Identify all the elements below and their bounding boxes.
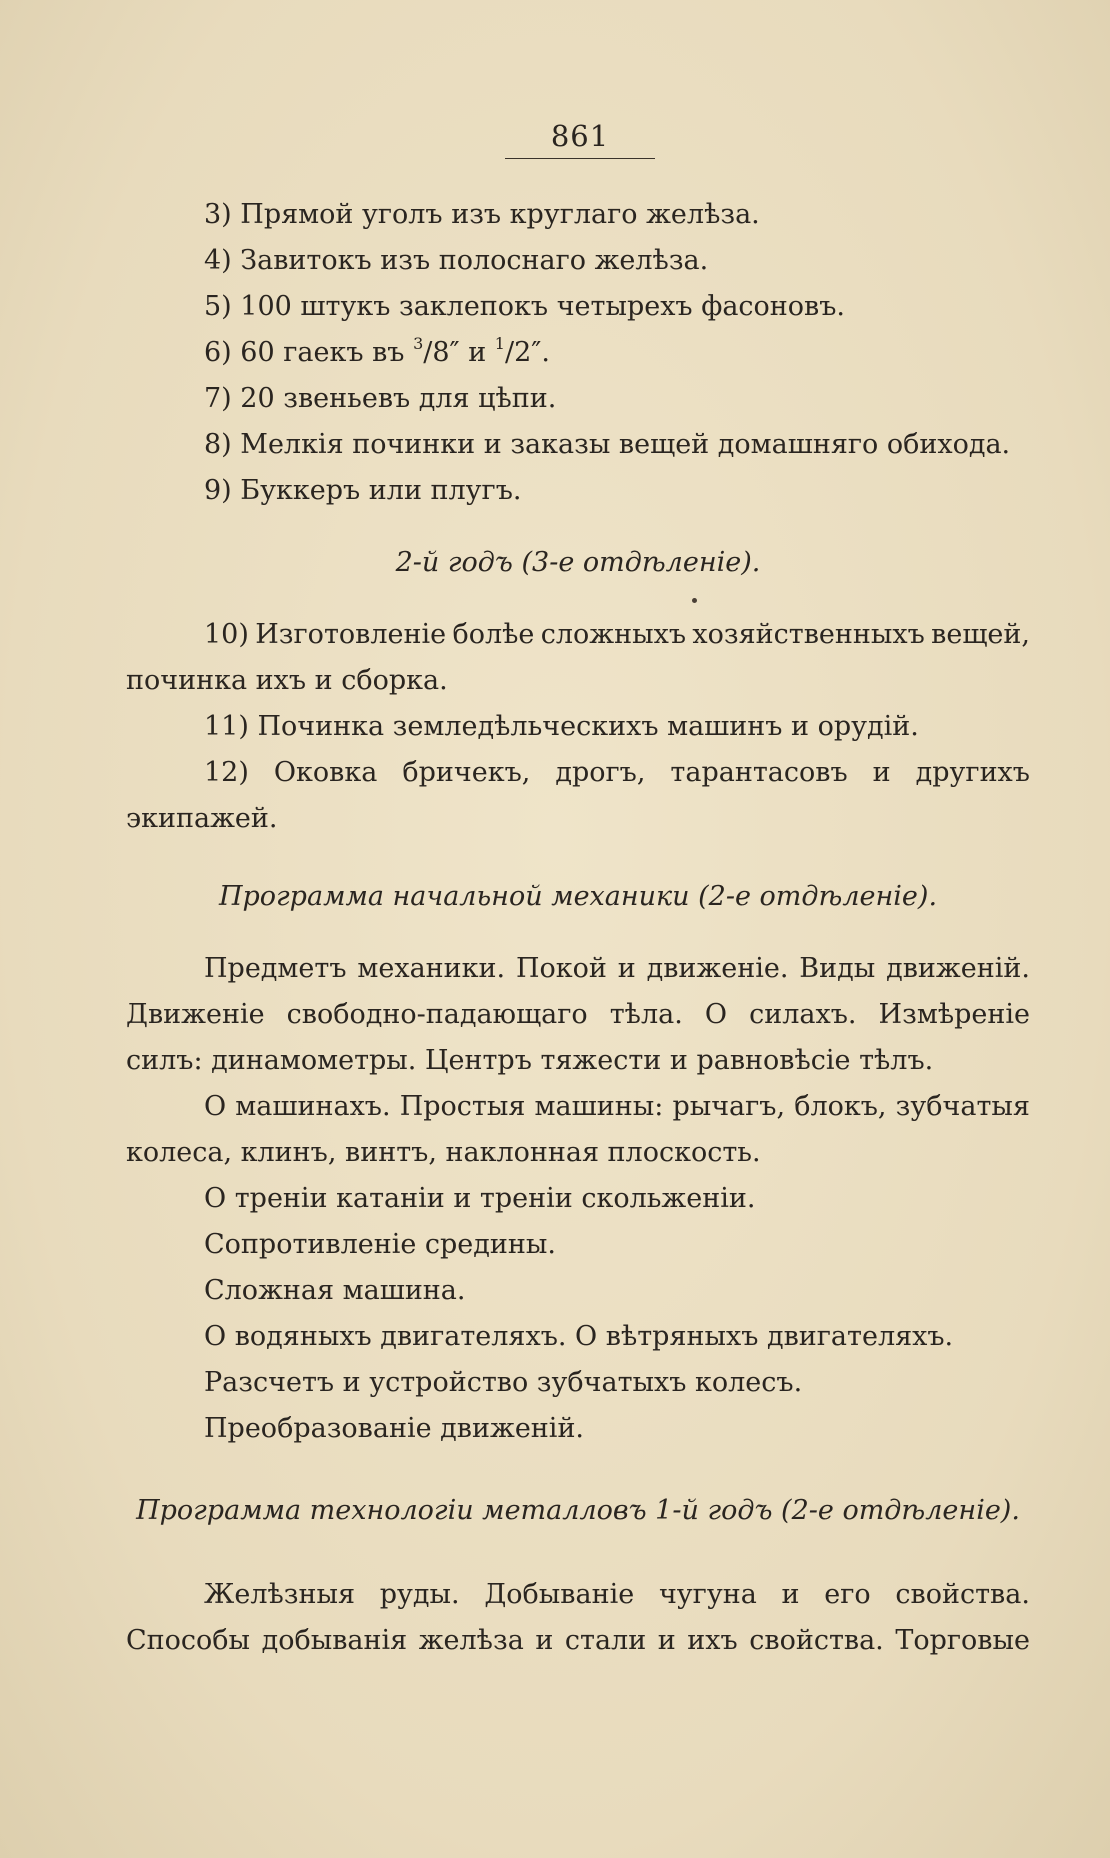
item6-frac2-rest: /2″. — [504, 337, 550, 368]
paragraph-line: силъ: динамометры. Центръ тяжести и равновѣсіе тѣлъ. — [126, 1045, 934, 1076]
list-item-line — [126, 750, 1030, 796]
word: чугуна — [658, 1579, 757, 1610]
technology-program — [126, 1572, 1030, 1664]
section-heading-year2: 2-й годъ (3-е отдѣленіе). — [395, 547, 761, 578]
word: 10) — [204, 619, 249, 650]
word: Виды — [799, 953, 876, 984]
paragraph-line: Разсчетъ и устройство зубчатыхъ колесъ. — [204, 1367, 803, 1398]
word: тѣла. — [609, 999, 683, 1030]
list-item: 7) 20 звеньевъ для цѣпи. — [204, 383, 557, 414]
word: 12) — [204, 757, 249, 788]
word: Движеніе — [126, 999, 265, 1030]
list-item: 8) Мелкія починки и заказы вещей домашняго обихода. — [204, 429, 1011, 460]
word: движеніе. — [646, 953, 789, 984]
word: и — [781, 1579, 800, 1610]
word: и — [617, 953, 636, 984]
list-item-fraction — [126, 330, 1030, 376]
word: О — [204, 1091, 227, 1122]
word: силахъ. — [749, 999, 857, 1030]
paragraph-line: О водяныхъ двигателяхъ. О вѣтряныхъ двигателяхъ. — [204, 1321, 954, 1352]
list-item: 11) Починка земледѣльческихъ машинъ и орудій. — [204, 711, 919, 742]
item6-frac1-rest: /8″ и — [423, 337, 495, 368]
list-item-line: экипажей. — [126, 803, 278, 834]
paragraph-line: Сложная машина. — [204, 1275, 466, 1306]
word: бричекъ, — [402, 757, 531, 788]
list-item: 3) Прямой уголъ изъ круглаго желѣза. — [204, 199, 760, 230]
paragraph-line — [126, 1084, 1030, 1130]
word: хозяйственныхъ — [692, 619, 925, 650]
word: зубчатыя — [895, 1091, 1030, 1122]
word: и — [657, 1625, 676, 1656]
list-item: 5) 100 штукъ заклепокъ четырехъ фасоновъ. — [204, 291, 846, 322]
word: и — [535, 1625, 554, 1656]
word: Добываніе — [484, 1579, 635, 1610]
word: О — [704, 999, 728, 1030]
word: Предметъ — [204, 953, 347, 984]
paragraph-line — [126, 946, 1030, 992]
word: добыванія — [261, 1625, 408, 1656]
paragraph-line: Сопротивленіе средины. — [204, 1229, 556, 1260]
section-heading-mechanics: Программа начальной механики (2-е отдѣленіе). — [218, 881, 938, 912]
word: дрогъ, — [555, 757, 646, 788]
word: Измѣреніе — [878, 999, 1030, 1030]
list-item: 4) Завитокъ изъ полоснаго желѣза. — [204, 245, 709, 276]
paragraph-line: Преобразованіе движеній. — [204, 1413, 585, 1444]
word: Торговые — [895, 1625, 1030, 1656]
paragraph-line — [126, 992, 1030, 1038]
word: Простыя — [399, 1091, 526, 1122]
word: желѣза — [418, 1625, 524, 1656]
word: руды. — [379, 1579, 460, 1610]
word: его — [824, 1579, 871, 1610]
list-item-line — [126, 612, 1030, 658]
word: Покой — [515, 953, 607, 984]
mechanics-program — [126, 946, 1030, 1452]
word: рычагъ, — [672, 1091, 786, 1122]
word: движеній. — [886, 953, 1030, 984]
word: ихъ — [687, 1625, 738, 1656]
page-number-rule — [505, 158, 655, 159]
page-number: 861 — [550, 119, 610, 153]
year2-items — [126, 612, 1030, 842]
word: свойства. — [749, 1625, 884, 1656]
item6-frac1-numerator: 3 — [413, 334, 424, 353]
year1-items — [126, 192, 1030, 514]
word: свободно-падающаго — [286, 999, 588, 1030]
word: тарантасовъ — [670, 757, 848, 788]
word: Оковка — [273, 757, 378, 788]
paragraph-line — [126, 1572, 1030, 1618]
print-speck — [692, 598, 697, 603]
word: машинахъ. — [235, 1091, 391, 1122]
word: стали — [564, 1625, 647, 1656]
word: вещей, — [931, 619, 1030, 650]
section-heading-technology: Программа технологіи металловъ 1-й годъ (2-е отдѣленіе). — [136, 1495, 1020, 1526]
word: другихъ — [915, 757, 1030, 788]
word: болѣе — [452, 619, 535, 650]
word: машины: — [534, 1091, 664, 1122]
word: механики. — [357, 953, 506, 984]
paragraph-line: О треніи катаніи и треніи скольженіи. — [204, 1183, 756, 1214]
word: Способы — [126, 1625, 251, 1656]
word: блокъ, — [794, 1091, 887, 1122]
paragraph-line: колеса, клинъ, винтъ, наклонная плоскость. — [126, 1137, 761, 1168]
word: Желѣзныя — [204, 1579, 355, 1610]
word: и — [872, 757, 891, 788]
word: сложныхъ — [540, 619, 687, 650]
item6-prefix: 6) 60 гаекъ въ — [204, 337, 414, 368]
word: Изготовленіе — [255, 619, 447, 650]
word: свойства. — [895, 1579, 1030, 1610]
list-item: 9) Буккеръ или плугъ. — [204, 475, 522, 506]
list-item-line: починка ихъ и сборка. — [126, 665, 448, 696]
item6-frac2-numerator: 1 — [494, 334, 505, 353]
paragraph-line — [126, 1618, 1030, 1664]
